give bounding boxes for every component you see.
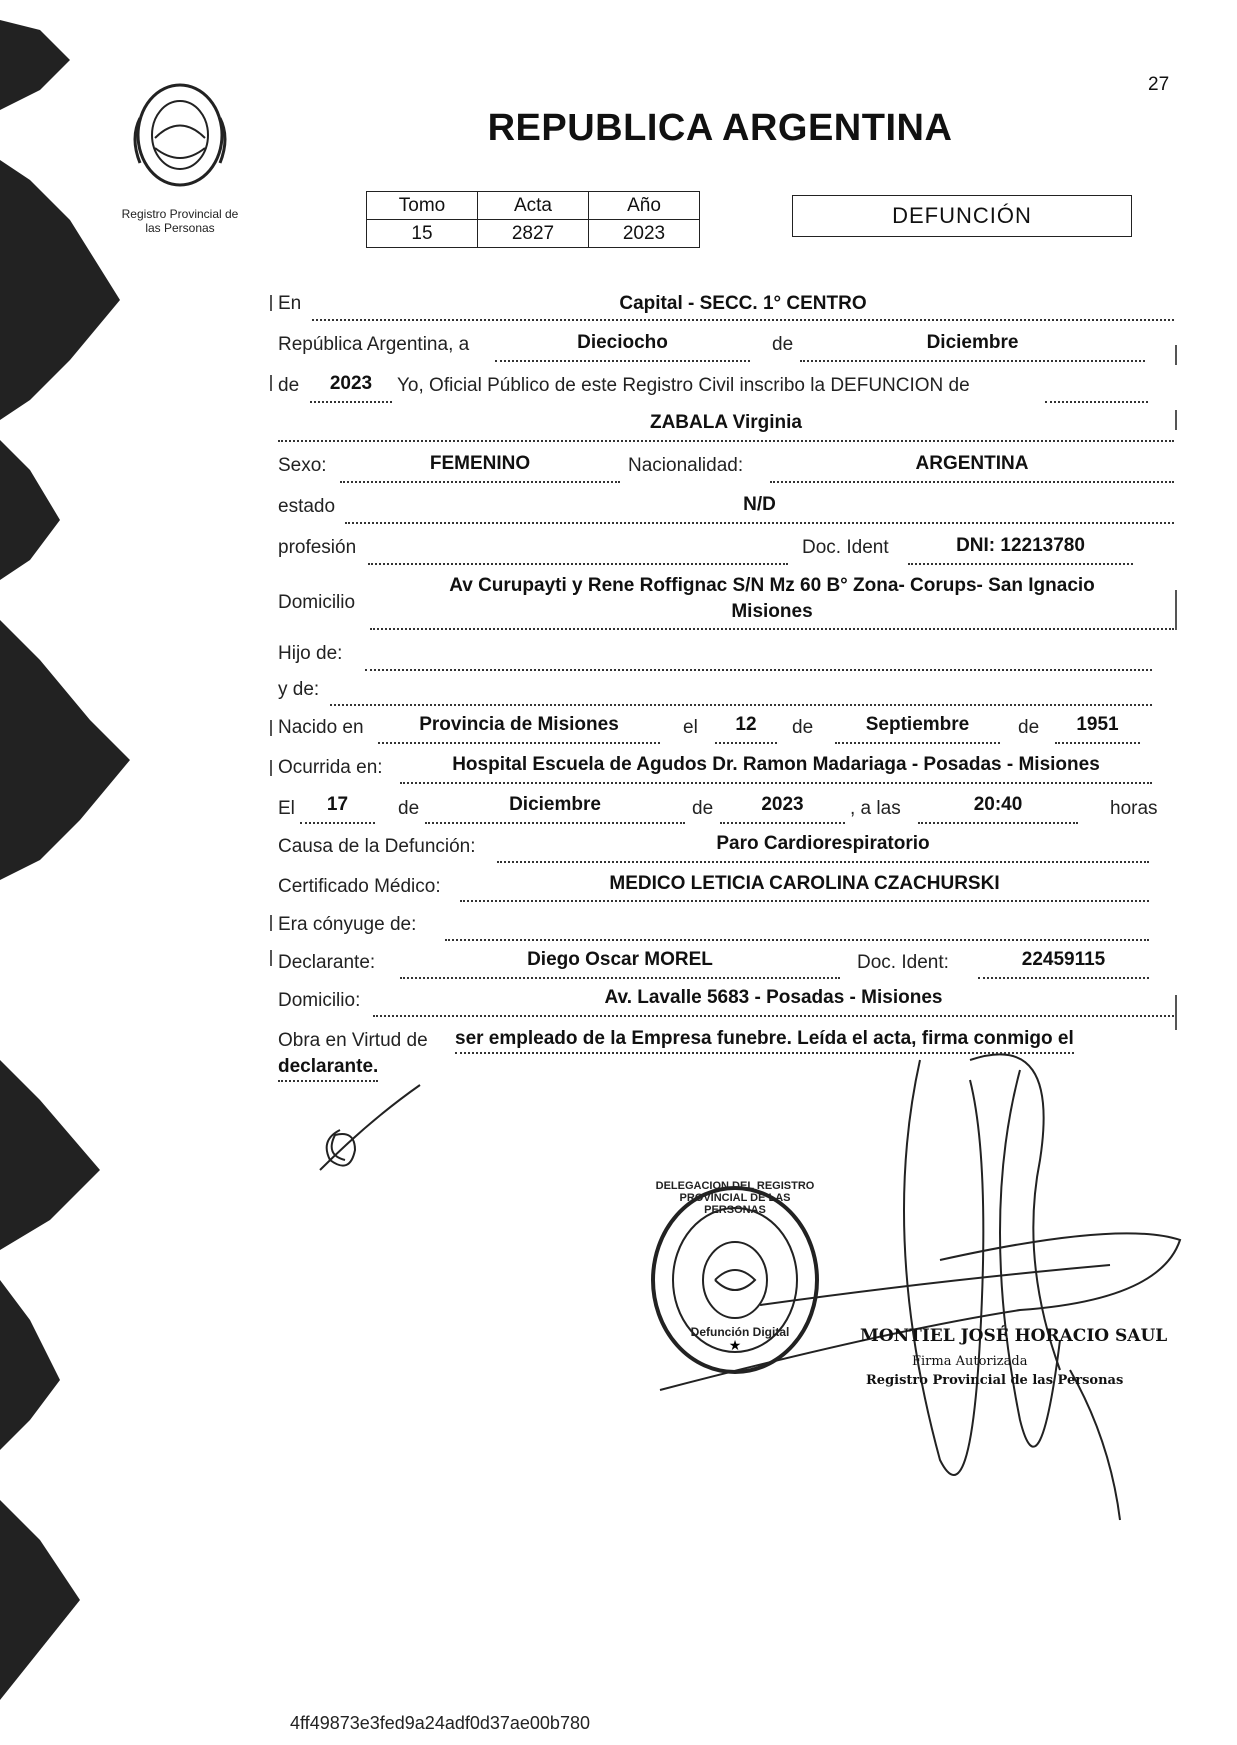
- value-declarant: Diego Oscar MOREL: [527, 949, 713, 970]
- line-civil-status: [345, 522, 1174, 524]
- margin-mark: [270, 720, 272, 736]
- line-death-month: [425, 822, 685, 824]
- record-table: [366, 191, 700, 248]
- line-father: [365, 669, 1152, 671]
- label-el-lower: el: [683, 717, 698, 738]
- label-certificado: Certificado Médico:: [278, 876, 441, 897]
- value-deceased-name: ZABALA Virginia: [649, 412, 802, 433]
- margin-mark: [270, 950, 272, 966]
- line-death-time: [918, 822, 1078, 824]
- line-reg-year: [310, 401, 392, 403]
- line-cause: [497, 861, 1149, 863]
- record-header-acta: Acta: [478, 192, 589, 220]
- label-en: En: [278, 293, 302, 314]
- line-yo-tail: [1045, 401, 1148, 403]
- margin-mark: [1175, 590, 1177, 630]
- line-nationality: [770, 481, 1174, 483]
- value-declarant-address: Av. Lavalle 5683 - Posadas - Misiones: [604, 987, 943, 1008]
- label-de-year: de: [278, 375, 300, 396]
- value-death-day: 17: [326, 794, 349, 815]
- label-domicilio: Domicilio: [278, 592, 356, 613]
- page-number: 27: [1148, 74, 1170, 95]
- value-place: Capital - SECC. 1° CENTRO: [619, 293, 867, 314]
- value-declarant-doc: 22459115: [1021, 949, 1106, 970]
- margin-mark: [270, 760, 272, 776]
- line-birth-year: [1055, 742, 1140, 744]
- value-death-time: 20:40: [973, 794, 1023, 815]
- value-address-line1: Av Curupayti y Rene Roffignac S/N Mz 60 B° Zona- Corups- San Ignacio: [449, 575, 1095, 596]
- value-obra-line1: ser empleado de la Empresa funebre. Leída el acta, firma conmigo el: [455, 1028, 1074, 1054]
- label-doc-ident2: Doc. Ident:: [857, 952, 949, 973]
- label-declarante: Declarante:: [278, 952, 376, 973]
- value-medical-cert: MEDICO LETICIA CAROLINA CZACHURSKI: [609, 873, 1000, 894]
- label-estado: estado: [278, 496, 336, 517]
- line-spouse: [445, 939, 1149, 941]
- margin-mark: [270, 295, 272, 311]
- label-republica: República Argentina, a: [278, 334, 470, 355]
- label-profesion: profesión: [278, 537, 357, 558]
- line-name: [278, 440, 1174, 442]
- registry-name-text: Registro Provincial de las Personas: [121, 207, 239, 235]
- officer-signature: [640, 1040, 1200, 1540]
- value-obra-line2: declarante.: [278, 1056, 378, 1082]
- stamp-ring-text: DELEGACION DEL REGISTRO PROVINCIAL DE LAS PERSONAS: [655, 1180, 815, 1216]
- scan-edge-noise: [0, 0, 140, 1745]
- label-nacionalidad: Nacionalidad:: [628, 455, 744, 476]
- officer-name: MONTIEL JOSÉ HORACIO SAUL: [860, 1326, 1168, 1346]
- value-death-year: 2023: [761, 794, 804, 815]
- registry-name: [95, 207, 265, 235]
- province-emblem: [125, 78, 235, 193]
- margin-mark: [270, 375, 272, 391]
- stamp-inner-text: Defunción Digital: [690, 1325, 790, 1339]
- line-death-year: [720, 822, 845, 824]
- value-birth-month: Septiembre: [865, 714, 970, 735]
- record-value-acta: 2827: [478, 220, 589, 248]
- line-death-place: [400, 782, 1152, 784]
- label-yo-oficial: Yo, Oficial Público de este Registro Civil inscribo la DEFUNCION de: [397, 375, 970, 396]
- label-doc-ident: Doc. Ident: [802, 537, 889, 558]
- label-y-de: y de:: [278, 679, 320, 700]
- margin-mark: [270, 915, 272, 931]
- line-birth-place: [378, 742, 660, 744]
- label-hijo-de: Hijo de:: [278, 643, 343, 664]
- record-value-tomo: 15: [367, 220, 478, 248]
- label-de-d: de: [692, 798, 714, 819]
- line-declarant-doc: [978, 977, 1149, 979]
- label-conyuge: Era cónyuge de:: [278, 914, 417, 935]
- record-type-box: DEFUNCIÓN: [792, 195, 1132, 237]
- line-month: [800, 360, 1145, 362]
- line-day: [495, 360, 750, 362]
- line-birth-month: [835, 742, 1000, 744]
- value-death-month: Diciembre: [509, 794, 601, 815]
- value-sex: FEMENINO: [429, 453, 531, 474]
- value-cause: Paro Cardiorespiratorio: [716, 833, 930, 854]
- value-month-text: Diciembre: [926, 332, 1019, 353]
- label-el: El: [278, 798, 295, 819]
- label-domicilio2: Domicilio:: [278, 990, 361, 1011]
- declarant-signature: [310, 1080, 440, 1180]
- line-mother: [330, 704, 1152, 706]
- svg-text:★: ★: [728, 1337, 742, 1353]
- value-nationality: ARGENTINA: [915, 453, 1029, 474]
- value-reg-year: 2023: [329, 373, 373, 394]
- record-value-ano: 2023: [589, 220, 700, 248]
- label-horas: horas: [1110, 798, 1158, 819]
- page-title: REPUBLICA ARGENTINA: [487, 107, 953, 149]
- line-medical-cert: [460, 900, 1149, 902]
- line-birth-day: [715, 742, 777, 744]
- label-a-las: , a las: [850, 798, 901, 819]
- value-birth-day: 12: [735, 714, 757, 735]
- label-de-c: de: [398, 798, 420, 819]
- footer-hash: 4ff49873e3fed9a24adf0d37ae00b780: [290, 1713, 590, 1733]
- label-sexo: Sexo:: [278, 455, 327, 476]
- margin-mark: [1175, 345, 1177, 365]
- label-de-b: de: [1018, 717, 1040, 738]
- line-en: [312, 319, 1174, 321]
- officer-role: Firma Autorizada: [912, 1354, 1028, 1369]
- line-death-day: [300, 822, 375, 824]
- line-address: [370, 628, 1174, 630]
- line-doc-id: [908, 563, 1133, 565]
- margin-mark: [1175, 995, 1177, 1030]
- value-address-line2: Misiones: [731, 601, 813, 622]
- value-day-text: Dieciocho: [577, 332, 668, 353]
- line-sex: [340, 481, 620, 483]
- officer-office: Registro Provincial de las Personas: [866, 1373, 1124, 1388]
- value-doc-id: DNI: 12213780: [956, 535, 1085, 556]
- value-death-place: Hospital Escuela de Agudos Dr. Ramon Madariaga - Posadas - Misiones: [452, 754, 1100, 775]
- value-birth-year: 1951: [1076, 714, 1119, 735]
- record-header-ano: Año: [589, 192, 700, 220]
- line-profession: [368, 563, 788, 565]
- label-de: de: [772, 334, 794, 355]
- label-nacido-en: Nacido en: [278, 717, 364, 738]
- label-de-a: de: [792, 717, 814, 738]
- line-declarant: [400, 977, 840, 979]
- record-header-tomo: Tomo: [367, 192, 478, 220]
- value-civil-status: N/D: [743, 494, 776, 515]
- label-causa: Causa de la Defunción:: [278, 836, 476, 857]
- line-declarant-address: [373, 1015, 1174, 1017]
- label-obra: Obra en Virtud de: [278, 1030, 428, 1051]
- label-ocurrida-en: Ocurrida en:: [278, 757, 383, 778]
- margin-mark: [1175, 410, 1177, 430]
- value-birth-place: Provincia de Misiones: [419, 714, 619, 735]
